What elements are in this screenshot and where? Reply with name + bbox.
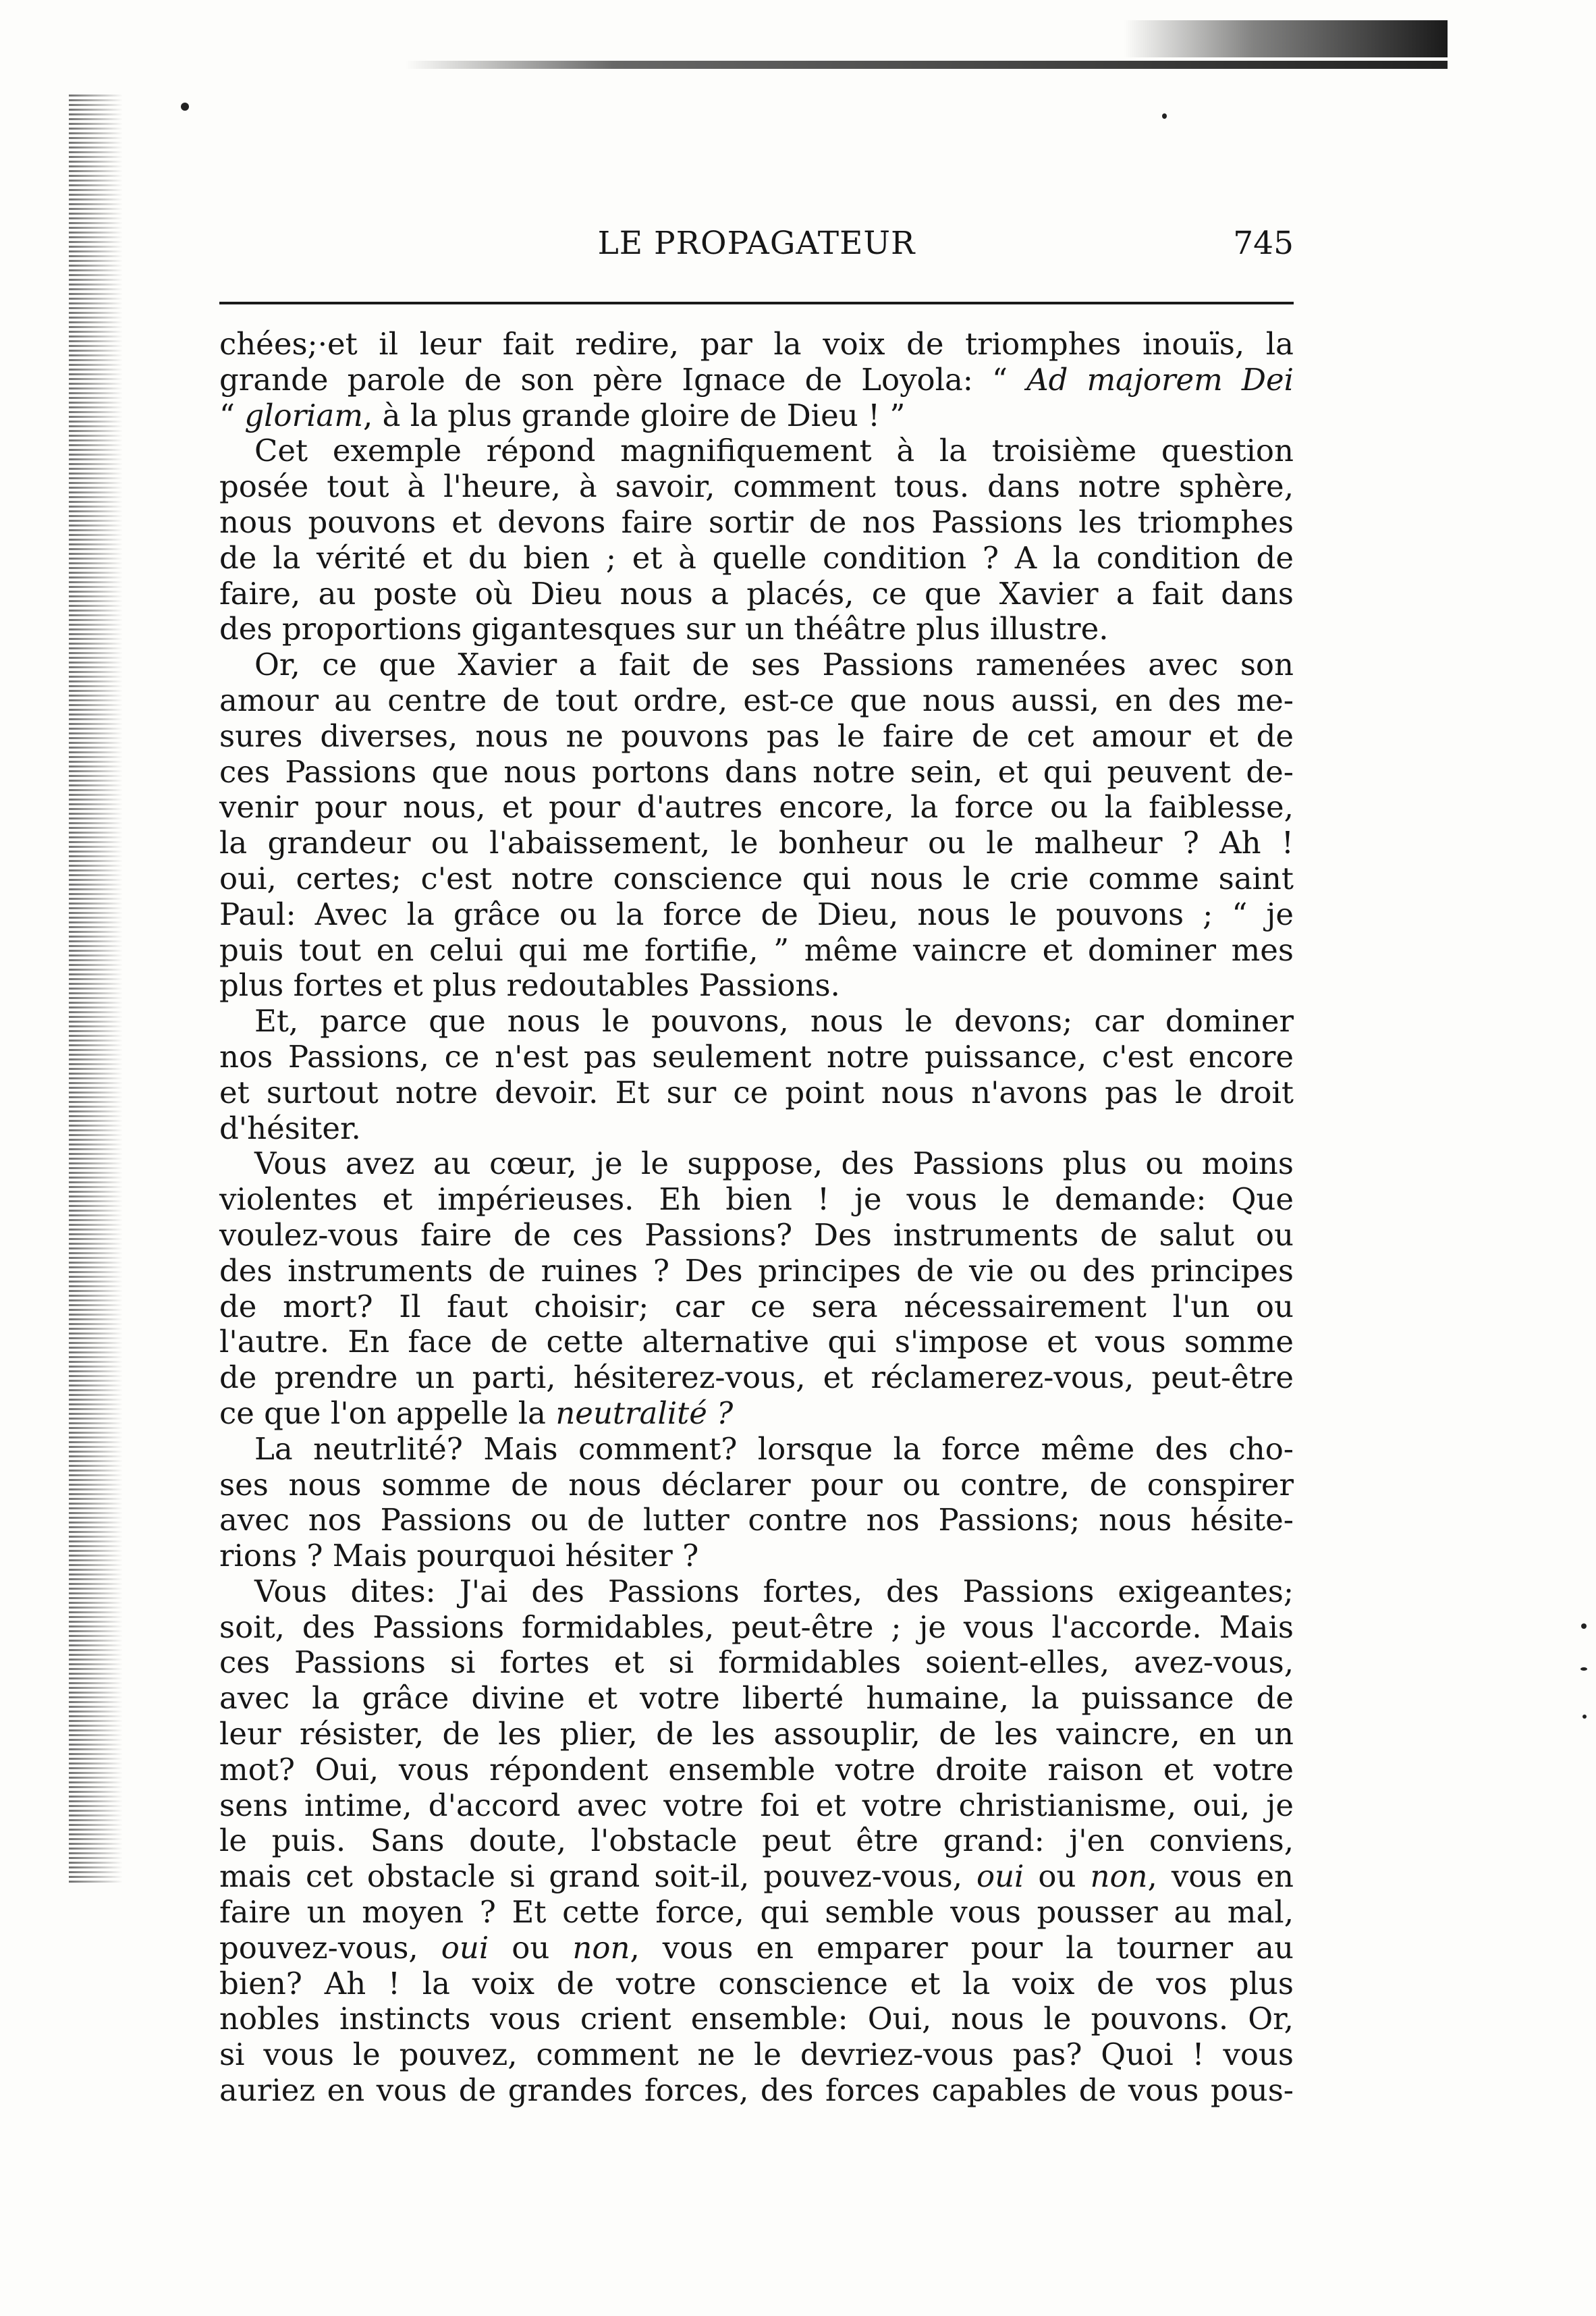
text-line: Paul: Avec la grâce ou la force de Dieu, nous le pouvons ; “ je [219,896,1294,932]
text-line: oui, certes; c'est notre conscience qui nous le crie comme saint [219,860,1294,896]
text-line: chées;·et il leur fait redire, par la voix de triomphes inouïs, la [219,326,1294,362]
text-line: mot? Oui, vous répondent ensemble votre droite raison et votre [219,1751,1294,1787]
text-line: de la vérité et du bien ; et à quelle condition ? A la condition de [219,539,1294,576]
text-line: faire un moyen ? Et cette force, qui semble vous pousser au mal, [219,1894,1294,1931]
ink-speck [1583,1715,1587,1719]
text-line: avec nos Passions ou de lutter contre nos Passions; nous hésite- [219,1502,1294,1538]
text-line: ces Passions que nous portons dans notre sein, et qui peuvent de- [219,753,1294,790]
text-line: ses nous somme de nous déclarer pour ou contre, de conspirer [219,1466,1294,1503]
text-line: plus fortes et plus redoutables Passions. [219,967,840,1004]
text-line: “ gloriam, à la plus grande gloire de Dieu ! ” [219,397,906,433]
text-line: bien? Ah ! la voix de votre conscience et la voix de vos plus [219,1965,1294,2001]
body-text [219,327,1294,2109]
paragraph [219,1004,1294,1146]
text-line: si vous le pouvez, comment ne le devriez-vous pas? Quoi ! vous [219,2037,1294,2073]
text-line: la grandeur ou l'abaissement, le bonheur ou le malheur ? Ah ! [219,825,1294,861]
text-line: faire, au poste où Dieu nous a placés, ce que Xavier a fait dans [219,575,1294,612]
text-line: avec la grâce divine et votre liberté humaine, la puissance de [219,1680,1294,1717]
ink-speck [1580,1667,1587,1671]
ink-speck [1162,113,1167,119]
text-line: Cet exemple répond magnifiquement à la troisième question [254,433,1294,469]
text-line: le puis. Sans doute, l'obstacle peut être grand: j'en conviens, [219,1823,1294,1859]
text-line: ces Passions si fortes et si formidables soient-elles, avez-vous, [219,1644,1294,1681]
text-line: auriez en vous de grandes forces, des forces capables de vous pous- [219,2072,1294,2109]
text-line: Or, ce que Xavier a fait de ses Passions ramenées avec son [254,647,1294,683]
text-line: sens intime, d'accord avec votre foi et votre christianisme, oui, je [219,1787,1294,1823]
ink-speck [181,103,189,111]
running-title: LE PROPAGATEUR [597,225,916,262]
text-line: de mort? Il faut choisir; car ce sera nécessairement l'un ou [219,1288,1294,1324]
text-line: La neutrlité? Mais comment? lorsque la force même des cho- [254,1430,1294,1467]
header-rule [219,302,1294,304]
text-line: venir pour nous, et pour d'autres encore, la force ou la faiblesse, [219,789,1294,826]
text-line: des instruments de ruines ? Des principes de vie ou des principes [219,1252,1294,1289]
text-line: d'hésiter. [219,1110,361,1146]
scan-artifact-top [405,14,1448,78]
text-line: et surtout notre devoir. Et sur ce point nous n'avons pas le droit [219,1074,1294,1110]
page-header [219,225,1294,272]
text-line: nous pouvons et devons faire sortir de nos Passions les triomphes [219,504,1294,540]
text-line: rions ? Mais pourquoi hésiter ? [219,1538,699,1574]
text-line: grande parole de son père Ignace de Loyola: “ Ad majorem Dei [219,361,1294,398]
text-line: l'autre. En face de cette alternative qui s'impose et vous somme [219,1324,1294,1360]
paragraph [219,1432,1294,1574]
text-line: mais cet obstacle si grand soit-il, pouvez-vous, oui ou non, vous en [219,1858,1294,1895]
text-line: nobles instincts vous crient ensemble: Oui, nous le pouvons. Or, [219,2001,1294,2037]
paragraph [219,327,1294,433]
text-line: leur résister, de les plier, de les assouplir, de les vaincre, en un [219,1716,1294,1752]
scan-smudge-line [405,61,1448,69]
ink-speck [1581,1623,1587,1629]
scan-smudge-dark [1124,20,1448,57]
text-line: des proportions gigantesques sur un théâtre plus illustre. [219,611,1109,647]
paragraph [219,433,1294,647]
text-line: amour au centre de tout ordre, est-ce que nous aussi, en des me- [219,682,1294,718]
paragraph [219,647,1294,1004]
text-line: sures diverses, nous ne pouvons pas le faire de cet amour et de [219,718,1294,754]
text-line: posée tout à l'heure, à savoir, comment tous. dans notre sphère, [219,468,1294,505]
text-line: ce que l'on appelle la neutralité ? [219,1395,734,1431]
binding-shadow [69,95,123,1883]
text-line: Et, parce que nous le pouvons, nous le devons; car dominer [254,1003,1294,1040]
page-number: 745 [1233,225,1294,262]
text-line: Vous avez au cœur, je le suppose, des Passions plus ou moins [254,1146,1294,1182]
text-line: voulez-vous faire de ces Passions? Des instruments de salut ou [219,1216,1294,1253]
text-line: violentes et impérieuses. Eh bien ! je vous le demande: Que [219,1181,1294,1218]
paragraph [219,1146,1294,1431]
text-line: nos Passions, ce n'est pas seulement notre puissance, c'est encore [219,1038,1294,1075]
text-line: puis tout en celui qui me fortifie, ” même vaincre et dominer mes [219,932,1294,968]
paragraph [219,1574,1294,2109]
text-line: soit, des Passions formidables, peut-être ; je vous l'accorde. Mais [219,1609,1294,1645]
text-line: de prendre un parti, hésiterez-vous, et réclamerez-vous, peut-être [219,1359,1294,1396]
text-line: Vous dites: J'ai des Passions fortes, des Passions exigeantes; [254,1573,1294,1609]
text-line: pouvez-vous, oui ou non, vous en emparer pour la tourner au [219,1929,1294,1966]
